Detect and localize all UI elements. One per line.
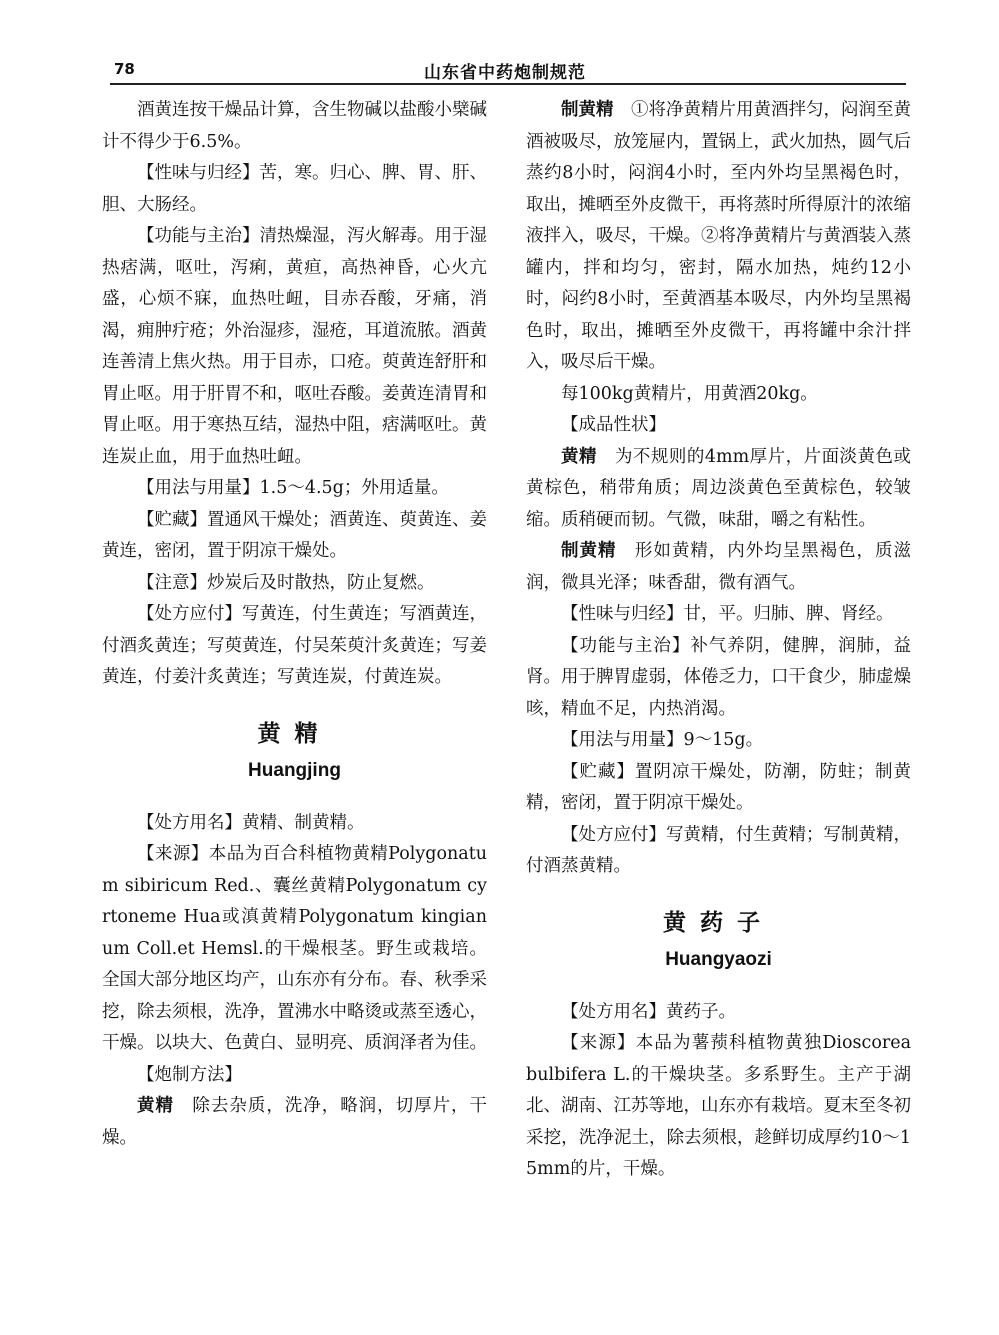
paragraph-text: 炒炭后及时散热，防止复燃。 xyxy=(207,572,435,593)
paragraph-text: 黄药子。 xyxy=(666,1001,736,1022)
paragraph xyxy=(526,442,911,537)
paragraph-text: 黄精、制黄精。 xyxy=(242,812,365,833)
section-tag: 【炮制方法】 xyxy=(137,1064,242,1085)
section-tag: 【来源】 xyxy=(137,844,209,864)
paragraph xyxy=(102,839,487,1060)
paragraph-text: ①将净黄精片用黄酒拌匀，闷润至黄酒被吸尽，放笼屉内，置锅上，武火加热，圆气后蒸约8小时，闷润4小时，至内外均呈黑褐色时，取出，摊晒至外皮微干，再将蒸时所得原汁的浓缩液拌入，吸尽，干燥。②将净黄精片与黄酒装入蒸罐内，拌和均匀，密封，隔水加热，炖约12小时，闷约8小时，至黄酒基本吸尽，内外均呈黑褐色时，取出，摊晒至外皮微干，再将罐中余汁拌入，吸尽后干燥。 xyxy=(526,100,911,372)
term-label: 黄精 xyxy=(561,446,597,467)
paragraph xyxy=(526,1028,911,1186)
section-tag: 【处方用名】 xyxy=(137,812,242,833)
paragraph-text: 形如黄精，内外均呈黑褐色，质滋润，微具光泽；味香甜，微有酒气。 xyxy=(526,541,912,593)
paragraph xyxy=(526,997,911,1029)
paragraph-text: 置阴凉干燥处，防潮，防蛀；制黄精，密闭，置于阴凉干燥处。 xyxy=(526,761,912,813)
paragraph xyxy=(526,599,911,631)
term-label: 制黄精 xyxy=(561,100,614,120)
section-tag: 【成品性状】 xyxy=(561,415,666,435)
paragraph-text: 写黄连，付生黄连；写酒黄连，付酒炙黄连；写萸黄连，付吴茱萸汁炙黄连；写姜黄连，付姜汁炙黄连；写黄连炭，付黄连炭。 xyxy=(102,604,487,687)
paragraph xyxy=(102,599,487,694)
section-tag: 【用法与用量】 xyxy=(137,478,260,498)
section-tag: 【性味与归经】 xyxy=(561,604,684,624)
paragraph xyxy=(526,631,911,726)
section-tag: 【处方用名】 xyxy=(561,1001,666,1022)
paragraph xyxy=(102,473,487,505)
section-tag: 【功能与主治】 xyxy=(137,226,260,246)
section-tag: 【贮藏】 xyxy=(561,761,635,782)
paragraph: 酒黄连按干燥品计算，含生物碱以盐酸小檗碱计不得少于6.5%。 xyxy=(102,100,487,152)
monograph-heading: 黄药子 xyxy=(663,909,774,936)
left-column xyxy=(102,95,487,1154)
paragraph xyxy=(102,158,487,221)
paragraph-text: 为不规则的4mm厚片，片面淡黄色或黄棕色，稍带角质；周边淡黄色至黄棕色，较皱缩。质稍硬而韧。气微，味甜，嚼之有粘性。 xyxy=(526,446,912,530)
section-tag: 【注意】 xyxy=(137,572,207,593)
section-tag: 【功能与主治】 xyxy=(561,635,691,656)
paragraph xyxy=(102,1060,487,1092)
term-label: 制黄精 xyxy=(561,541,617,561)
right-column xyxy=(526,95,911,1186)
running-title: 山东省中药炮制规范 xyxy=(424,63,586,83)
paragraph: 每100kg黄精片，用黄酒20kg。 xyxy=(561,383,818,404)
section-tag: 【处方应付】 xyxy=(137,604,242,624)
section-tag: 【来源】 xyxy=(561,1033,636,1053)
paragraph xyxy=(102,221,487,473)
monograph-pinyin: Huangjing xyxy=(248,759,341,781)
paragraph-text: 清热燥湿，泻火解毒。用于湿热痞满，呕吐，泻痢，黄疸，高热神昏，心火亢盛，心烦不寐，血热吐衄，目赤吞酸，牙痛，消渴，痈肿疔疮；外治湿疹，湿疮，耳道流脓。酒黄连善清上焦火热。用于目赤，口疮。萸黄连舒肝和胃止呕。用于肝胃不和，呕吐吞酸。姜黄连清胃和胃止呕。用于寒热互结，湿热中阻，痞满呕吐。黄连炭止血，用于血热吐衄。 xyxy=(102,226,487,467)
paragraph xyxy=(102,568,487,600)
paragraph-text: 除去杂质，洗净，略润，切厚片，干燥。 xyxy=(102,1096,488,1148)
paragraph xyxy=(526,725,911,757)
header-rule xyxy=(110,83,906,85)
monograph-pinyin: Huangyaozi xyxy=(665,948,772,970)
section-tag: 【性味与归经】 xyxy=(137,163,260,183)
section-tag: 【贮藏】 xyxy=(137,509,207,530)
paragraph-text: 置通风干燥处；酒黄连、萸黄连、姜黄连，密闭，置于阴凉干燥处。 xyxy=(102,509,487,561)
paragraph-text: 苦，寒。归心、脾、胃、肝、胆、大肠经。 xyxy=(102,163,487,215)
paragraph-text: 甘，平。归肺、脾、肾经。 xyxy=(683,604,894,624)
paragraph-text: 补气养阴，健脾，润肺，益肾。用于脾胃虚弱，体倦乏力，口干食少，肺虚燥咳，精血不足，内热消渴。 xyxy=(526,635,912,719)
section-tag: 【处方应付】 xyxy=(561,824,666,845)
paragraph xyxy=(526,95,911,379)
paragraph xyxy=(526,820,911,883)
paragraph xyxy=(102,808,487,840)
paragraph-text: 本品为薯蓣科植物黄独Dioscorea bulbifera L.的干燥块茎。多系野生。主产于湖北、湖南、江苏等地，山东亦有栽培。夏末至冬初采挖，洗净泥土，除去须根，趁鲜切成厚约10～15mm的片，干燥。 xyxy=(526,1033,912,1179)
paragraph xyxy=(102,505,487,568)
paragraph-text: 1.5～4.5g；外用适量。 xyxy=(259,478,449,498)
paragraph xyxy=(526,536,911,599)
monograph-heading: 黄精 xyxy=(257,720,332,747)
term-label: 黄精 xyxy=(137,1096,174,1116)
paragraph-text: 本品为百合科植物黄精Polygonatum sibiricum Red.、囊丝黄精Polygonatum cyrtoneme Hua或滇黄精Polygonatum kingianum Coll.et Hemsl.的干燥根茎。野生或栽培。全国大部分地区均产，山东亦有分布。春、秋季采挖，除去须根，洗净，置沸水中略烫或蒸至透心，干燥。以块大、色黄白、显明亮、质润泽者为佳。 xyxy=(102,844,487,1053)
paragraph xyxy=(102,1091,487,1154)
page-number: 78 xyxy=(114,60,135,78)
paragraph-text: 9～15g。 xyxy=(683,730,764,750)
paragraph xyxy=(526,757,911,820)
section-tag: 【用法与用量】 xyxy=(561,730,684,750)
paragraph-text: 写黄精，付生黄精；写制黄精，付酒蒸黄精。 xyxy=(526,824,911,876)
paragraph xyxy=(526,410,911,442)
page-header xyxy=(0,0,999,90)
